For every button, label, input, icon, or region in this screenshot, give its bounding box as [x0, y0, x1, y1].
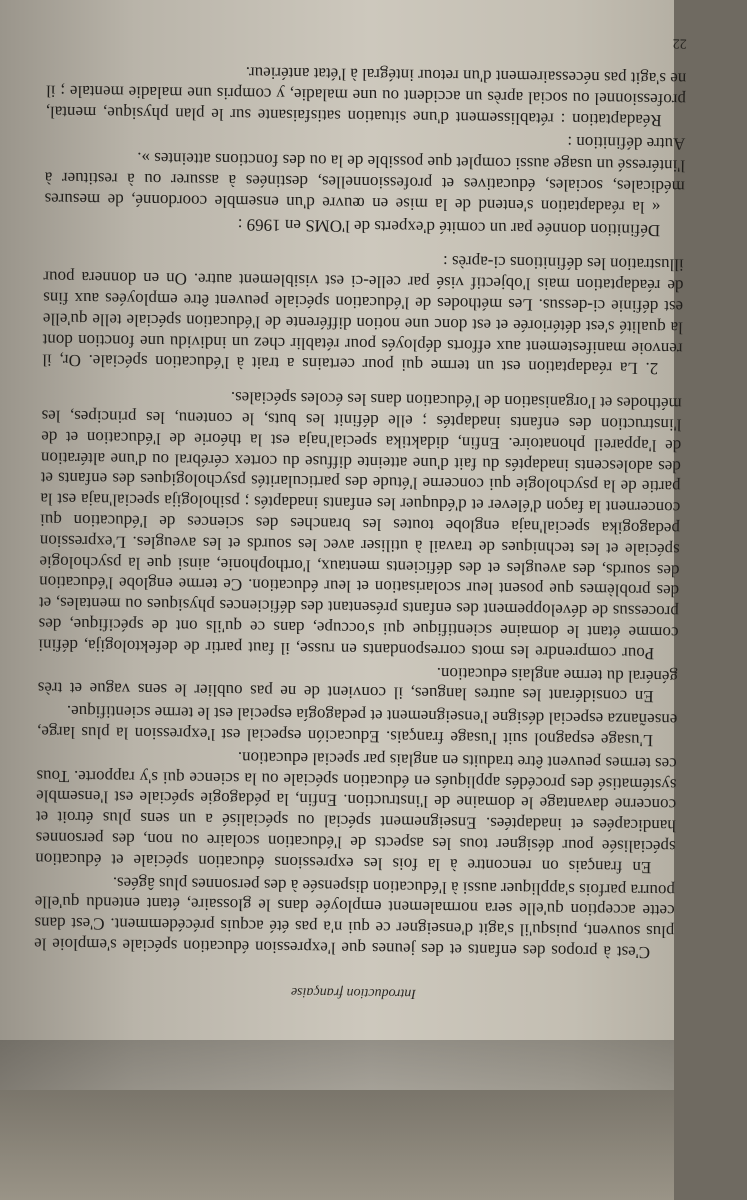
page-number: 22 — [672, 35, 687, 51]
running-header: Introduction française — [290, 984, 417, 1001]
paragraph-7: Définition donnée par un comité d'experts de l'OMS en 1969 : — [237, 214, 661, 240]
paragraph-5: Pour comprendre les mots correspondants en russe, il faut partir de defektologija, défini comme étant le domaine scientifique qui s'occupe, dans ce qu'ils ont de spécifique, des processus de développement des enfants présentant des déficiences physiques ou mentales, et des problèmes que posent leur scolarisation et leur éducation. Ce terme englobe l'éducation des sourds, des aveugles et des déficients mentaux, l'orthophonie, ainsi que la psychologie spéciale et les techniques de travail à utiliser avec les sourds et les aveugles. L'expression pedagogika special'naja englobe toutes les branches des sciences de l'éducation qui concernent la façon d'élever et d'éduquer les enfants inadaptés ; psihologija special'naja est la partie de la psychologie qui concerne l'étude des particularités psychologiques des enfants et des adolescents inadaptés du fait d'une atteinte diffuse du cortex cérébral ou d'une altération de l'appareil phonatoire. Enfin, didaktika special'naja est la théorie de l'éducation et de l'instruction des enfants inadaptés ; elle définit les buts, le contenu, les principes, les méthodes et l'organisation de l'éducation dans les écoles spéciales. — [38, 388, 682, 663]
paragraph-6: 2. La réadaptation est un terme qui pour certains a trait à l'éducation spéciale. Or, il renvoie manifestement aux efforts déployés pour rétablir chez un individu une fonction dont la qualité s'est détériorée et est donc une notion différente de l'éducation spéciale telle qu'elle est définie ci-dessus. Les méthodes de l'éducation spéciale peuvent être employées aux fins de réadaptation mais l'objectif visé par celle-ci est visiblement autre. On en donnera pour illustration les définitions ci-après : — [42, 252, 684, 379]
paragraph-9: Autre définition : — [567, 132, 686, 154]
paragraph-3: L'usage espagnol suit l'usage français. Educación especial est l'expression la plus large, enseñanza especial désigne l'enseignement et pedagogía especial est le terme scientifique. — [36, 702, 678, 751]
paragraph-8: « la réadaptation s'entend de la mise en œuvre d'un ensemble coordonné, de mesures médicales, sociales, éducatives et professionnelles, destinées à assurer ou à restituer à l'intéressé un usage aussi complet que possible de la ou des fonctions atteintes ». — [44, 149, 686, 218]
page-shadow — [0, 1040, 674, 1200]
paragraph-1: C'est à propos des enfants et des jeunes que l'expression éducation spéciale s'emploie le plus souvent, puisqu'il s'agit d'enseigner ce qui n'a pas été acquis précédemment. C'est dans cette acception qu'elle sera normalement employée dans le glossaire, étant entendu qu'elle pourra parfois s'appliquer aussi à l'éducation dispensée à des personnes plus âgées. — [33, 873, 676, 963]
paragraph-4: En considérant les autres langues, il convient de ne pas oublier le sens vague et très général du terme anglais education. — [37, 663, 679, 707]
paragraph-2: En français on rencontre à la fois les expressions éducation spéciale et éducation spécialisée pour désigner tous les aspects de l'éducation scolaire ou non, des personnes handicapées et inadaptées. Enseignement spécial ou spécialisé a un sens plus étroit et concerne davantage le domaine de l'instruction. Enfin, la pédagogie spéciale est l'ensemble systématisé des procédés appliqués en éducation spéciale ou la science qui s'y rapporte. Tous ces termes peuvent être traduits en anglais par special education. — [35, 748, 677, 877]
paragraph-10: Réadaptation : rétablissement d'une situation satisfaisante sur le plan physique, mental, professionnel ou social après un accident ou une maladie, y compris une maladie mentale ; il ne s'agit pas nécessairement d'un retour intégral à l'état antérieur. — [45, 63, 687, 130]
